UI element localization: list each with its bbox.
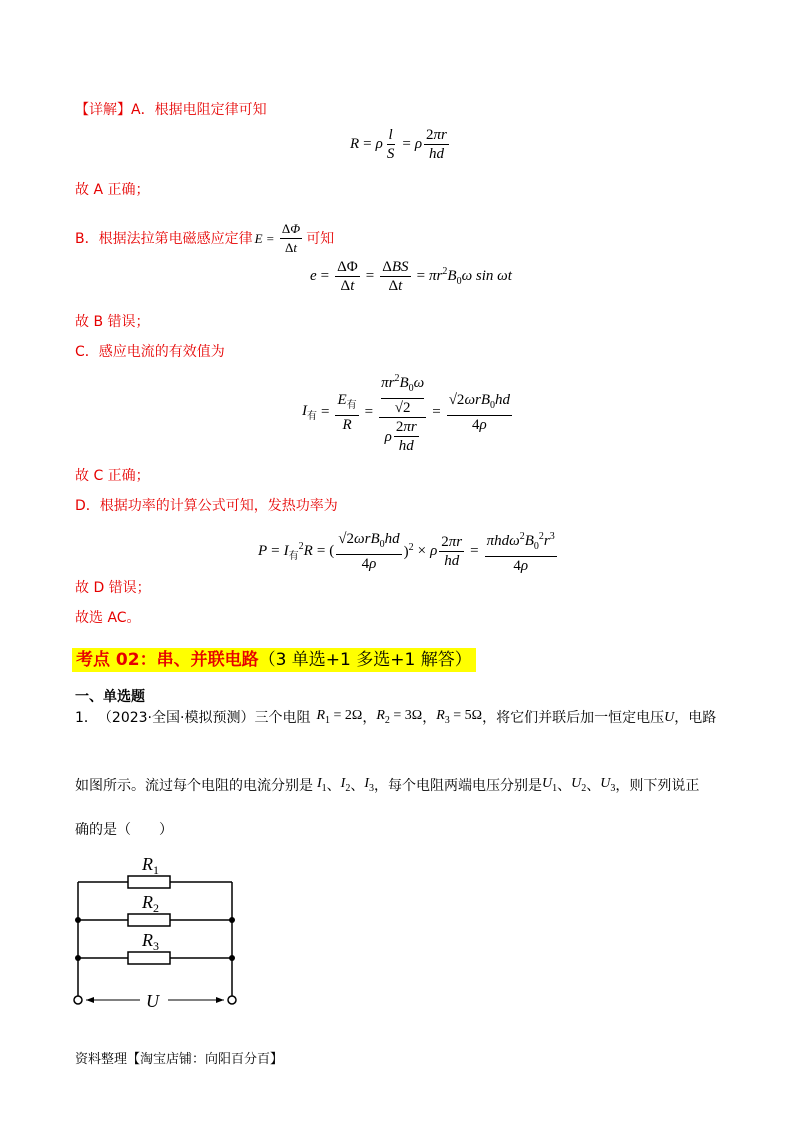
detail-c-text: C．感应电流的有效值为: [75, 344, 225, 360]
label-voltage: U: [146, 991, 159, 1011]
question-source: （2023·全国·模拟预测）三个电阻: [97, 710, 311, 727]
junction-right-3: [229, 955, 235, 961]
conclusion-d: 故 D 错误；: [75, 580, 151, 596]
terminal-right: [228, 996, 236, 1004]
formula-emf: e = $\frac{\Delta\Phi}{\Delta t}$ = $\frac{\text{ΔBS}}{\Delta t}$ = $\pi r^2B_0\omega$ sin ωt: [310, 259, 512, 294]
detail-b-text: B．根据法拉第电磁感应定律: [75, 230, 253, 247]
detail-a-text: A．根据电阻定律可知: [131, 102, 267, 118]
formula-resistance: R = ρ $\frac{l}{S}$ = ρ $\frac{2\pi r}{hd}$: [350, 127, 447, 162]
r1-value: $R_1 = 2\Omega$: [316, 708, 363, 726]
topic-heading: [72, 648, 476, 672]
topic-heading-title: 考点 02：串、并联电路: [76, 650, 259, 670]
voltage-u2: $U_2$: [571, 776, 587, 794]
label-r2: $R_2$: [142, 892, 159, 915]
formula-power: P = $I_有^2R$ = ( $\frac{√2\omega rB_0hd}{4\rho}$ )$^2$ × ρ $\frac{2\pi r}{hd}$ = $\frac{\pi hd\omega^2B_0^2r^3}{4\rho}$: [258, 528, 559, 575]
r2-value: $R_2 = 3\Omega$: [376, 708, 423, 726]
current-i1: $I_1$: [317, 776, 327, 794]
question-number: 1．: [75, 710, 98, 727]
detail-b-after: 可知: [306, 230, 335, 247]
question-line-2b: ，每个电阻两端电压分别是: [374, 778, 543, 795]
junction-left-3: [75, 955, 81, 961]
label-r1: $R_1$: [142, 854, 159, 877]
formula-faraday-inline: E = $\frac{\Delta\Phi}{\Delta t}$: [254, 221, 301, 255]
resistor-r2: [128, 914, 170, 926]
question-text-2: ，电路: [674, 710, 717, 727]
resistor-r1: [128, 876, 170, 888]
question-line-2a: 如图所示。流过每个电阻的电流分别是: [75, 778, 313, 795]
terminal-left: [74, 996, 82, 1004]
parallel-circuit-diagram: [60, 848, 260, 1018]
label-r3: $R_3$: [142, 930, 159, 953]
voltage-u3: $U_3$: [600, 776, 616, 794]
topic-heading-counts: （3 单选+1 多选+1 解答）: [258, 650, 472, 670]
question-text-1: ，将它们并联后加一恒定电压: [482, 710, 665, 727]
current-i2: $I_2$: [340, 776, 351, 794]
r3-value: $R_3 = 5\Omega$: [436, 708, 483, 726]
footer-source: 资料整理【淘宝店铺：向阳百分百】: [75, 1052, 284, 1067]
question-line-1: 1． （2023·全国·模拟预测）三个电阻 $R_1 = 2\Omega$ ， $R_2 = 3\Omega$ ， $R_3 = 5\Omega$ ，将它们并联后加一恒定电压 U ，电路: [75, 706, 716, 731]
conclusion-b: 故 B 错误；: [75, 314, 150, 330]
junction-left-2: [75, 917, 81, 923]
question-line-3: 确的是（ ）: [75, 822, 173, 838]
detail-line-b: [75, 220, 334, 257]
detail-d-text: D．根据功率的计算公式可知，发热功率为: [75, 498, 338, 514]
voltage-u1: $U_1$: [542, 776, 558, 794]
voltage-symbol: U: [664, 710, 675, 726]
conclusion-c: 故 C 正确；: [75, 468, 150, 484]
detail-line-a: [75, 100, 267, 120]
junction-right-2: [229, 917, 235, 923]
formula-current-effective: $I_有$ = $\frac{E_有}{R}$ = $\pi r^2B_0\omega$ √2 ρ $\frac{2\pi r}{hd}$ = $\frac{√2\omega rB_0hd}{4\rho}$: [302, 370, 514, 455]
final-answer: 故选 AC。: [75, 610, 141, 626]
detail-bracket: 【详解】: [75, 102, 131, 118]
section-title: 一、单选题: [75, 689, 145, 705]
current-i3: $I_3$: [364, 776, 375, 794]
question-line-2c: ，则下列说正: [615, 778, 700, 795]
conclusion-a: 故 A 正确；: [75, 182, 150, 198]
resistor-r3: [128, 952, 170, 964]
question-line-2: 如图所示。流过每个电阻的电流分别是 $I_1$ 、 $I_2$ 、 $I_3$ ，每个电阻两端电压分别是 $U_1$ 、 $U_2$ 、 $U_3$ ，则下列说正: [75, 774, 699, 799]
